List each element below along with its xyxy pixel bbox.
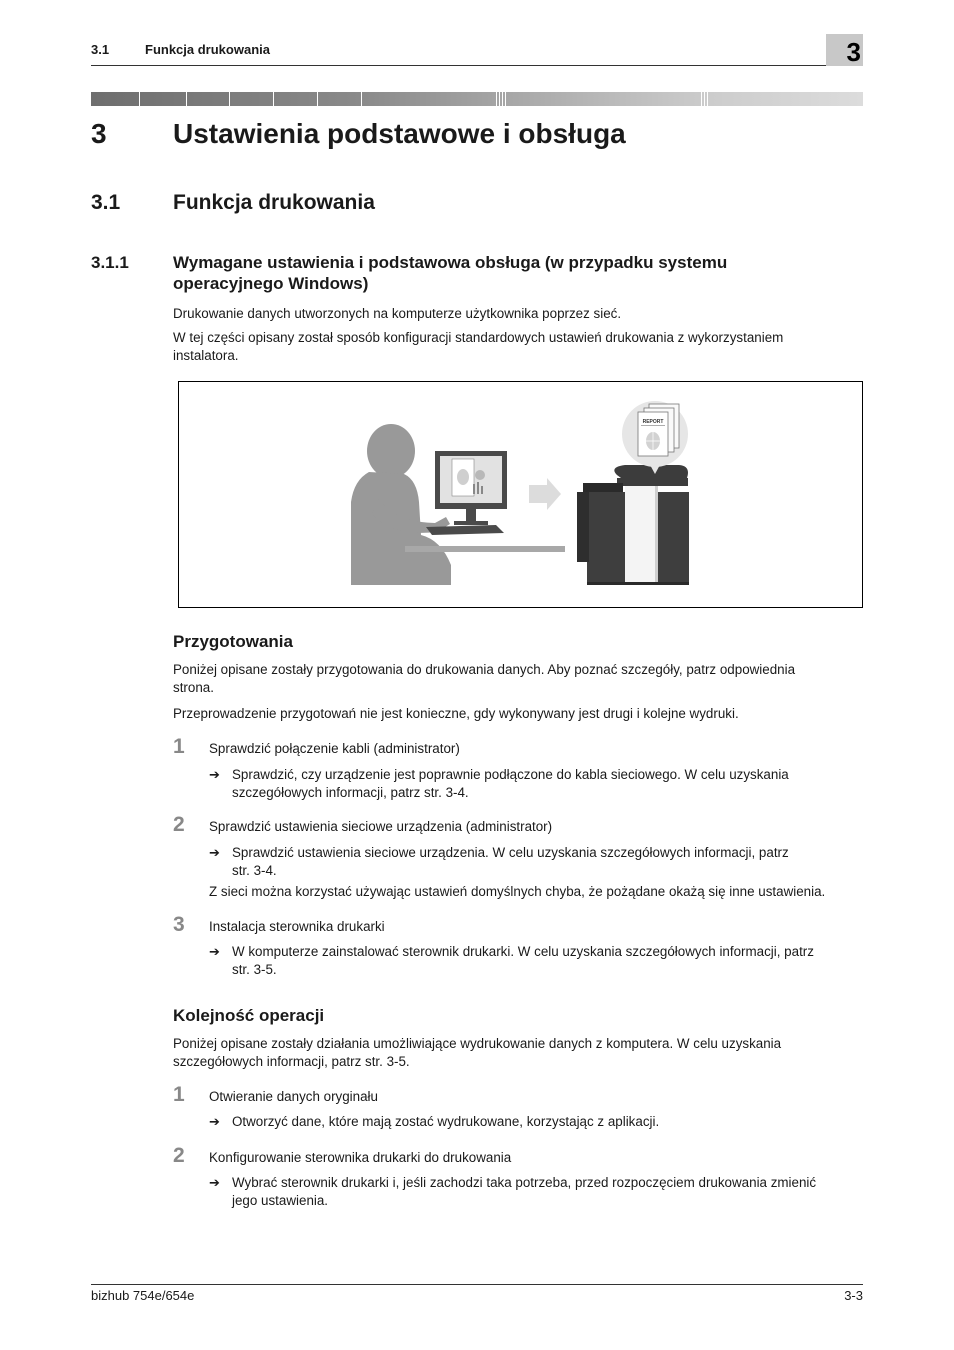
chapter-number: 3 [91, 118, 107, 149]
svg-text:REPORT: REPORT [642, 419, 664, 425]
running-header [91, 42, 863, 66]
footer-page-number: 3-3 [844, 1288, 863, 1303]
prep-step-number-2: 2 [173, 813, 185, 836]
chapter-tab-number: 3 [846, 37, 861, 67]
intro-paragraph-2: W tej części opisany został sposób konfiguracji standardowych ustawień drukowania z wykorzystaniem instalatora. [173, 330, 784, 363]
operations-paragraph: Poniżej opisane zostały działania umożliwiające wydrukowanie danych z komputera. W celu uzyskania szczegółowych informacji, patrz str. 3-5. [173, 1036, 782, 1069]
arrow-bullet-icon: ➔ [209, 1114, 220, 1129]
op-step-text-2: Konfigurowanie sterownika drukarki do drukowania [209, 1150, 512, 1165]
prep-step-text-1: Sprawdzić połączenie kabli (administrator) [209, 741, 460, 756]
op-step-text-1: Otwieranie danych oryginału [209, 1089, 378, 1104]
prep-step-text-2: Sprawdzić ustawienia sieciowe urządzenia (administrator) [209, 819, 553, 834]
prep-step-detail-1: Sprawdzić, czy urządzenie jest poprawnie podłączone do kabla sieciowego. W celu uzyskania szczegółowych informacji, patrz str. 3-4. [232, 767, 789, 800]
decorative-bar [91, 92, 863, 106]
op-step-number-2: 2 [173, 1144, 185, 1167]
op-step-detail-1: Otworzyć dane, które mają zostać wydrukowane, korzystając z aplikacji. [232, 1114, 660, 1129]
section-title: Funkcja drukowania [173, 191, 375, 214]
intro-paragraph-1: Drukowanie danych utworzonych na komputerze użytkownika poprzez sieć. [173, 306, 622, 321]
computer-monitor-icon [435, 451, 507, 525]
operations-heading: Kolejność operacji [173, 1006, 325, 1025]
arrow-bullet-icon: ➔ [209, 767, 220, 782]
prep-step-detail-3: W komputerze zainstalować sterownik drukarki. W celu uzyskania szczegółowych informacji, patrz str. 3-5. [232, 944, 814, 977]
arrow-bullet-icon: ➔ [209, 944, 220, 959]
footer-model: bizhub 754e/654e [91, 1288, 195, 1303]
preparation-paragraph-2: Przeprowadzenie przygotowań nie jest konieczne, gdy wykonywany jest drugi i kolejne wydruki. [173, 706, 739, 721]
report-bubble-icon [622, 401, 688, 474]
prep-step-text-3: Instalacja sterownika drukarki [209, 919, 385, 934]
chapter-tab [826, 34, 863, 66]
printer-mfp-icon [577, 465, 689, 585]
op-step-detail-2: Wybrać sterownik drukarki i, jeśli zachodzi taka potrzeba, przed rozpoczęciem drukowania zmienić jego ustawienia. [232, 1175, 817, 1208]
arrow-bullet-icon: ➔ [209, 1175, 220, 1190]
subsection-title: Wymagane ustawienia i podstawowa obsługa (w przypadku systemu operacyjnego Windows) [173, 253, 728, 293]
prep-step-note-2: Z sieci można korzystać używając ustawień domyślnych chyba, że pożądane okażą się inne ustawienia. [209, 884, 826, 899]
header-section-title: Funkcja drukowania [145, 42, 270, 57]
op-step-number-1: 1 [173, 1083, 185, 1106]
subsection-number: 3.1.1 [91, 253, 129, 272]
prep-step-number-1: 1 [173, 735, 185, 758]
arrow-bullet-icon: ➔ [209, 845, 220, 860]
illustration-svg [179, 382, 863, 608]
chapter-title: Ustawienia podstawowe i obsługa [173, 118, 626, 149]
prep-step-number-3: 3 [173, 913, 185, 936]
preparation-heading: Przygotowania [173, 632, 293, 651]
arrow-right-icon [529, 478, 561, 510]
section-number: 3.1 [91, 191, 121, 214]
prep-step-detail-2: Sprawdzić ustawienia sieciowe urządzenia. W celu uzyskania szczegółowych informacji, patrz str. 3-4. [232, 845, 789, 878]
footer-divider [91, 1284, 863, 1285]
printing-illustration [178, 381, 863, 608]
header-section-number: 3.1 [91, 42, 110, 57]
preparation-paragraph-1: Poniżej opisane zostały przygotowania do drukowania danych. Aby poznać szczegóły, patrz odpowiednia strona. [173, 662, 796, 695]
